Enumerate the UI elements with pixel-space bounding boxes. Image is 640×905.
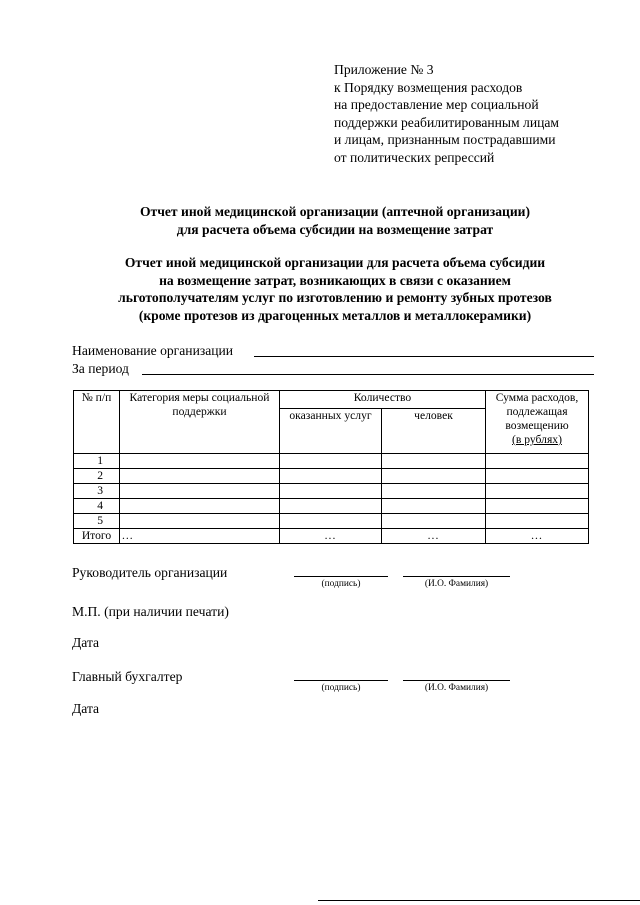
cell-category[interactable]: [120, 469, 280, 484]
header-num: № п/п: [74, 391, 120, 454]
cell-services[interactable]: [280, 484, 382, 499]
cell-services[interactable]: [280, 454, 382, 469]
table-header-row: [74, 391, 589, 409]
date2-label: Дата: [72, 701, 100, 716]
header-people: человек: [382, 409, 486, 454]
head-signature-line[interactable]: [294, 576, 388, 577]
date-label: Дата: [72, 635, 100, 650]
report-title-line: Отчет иной медицинской организации (аптечной организации): [139, 204, 531, 219]
table-row: [74, 514, 589, 529]
cell-services[interactable]: [280, 499, 382, 514]
page-edge-line: [318, 900, 640, 901]
total-services: ...: [280, 529, 382, 544]
appendix-line: и лицам, признанным пострадавшими: [334, 132, 556, 148]
row-number: 2: [74, 469, 120, 484]
report-title: [40, 203, 630, 238]
table-row: [74, 484, 589, 499]
table-total-row: [74, 529, 589, 544]
accountant-label: Главный бухгалтер: [72, 669, 183, 684]
table-row: [74, 454, 589, 469]
header-amount-line: Сумма расходов,: [495, 391, 579, 404]
row-number: 4: [74, 499, 120, 514]
org-name-label: Наименование организации: [72, 343, 234, 358]
accountant-name-caption: (И.О. Фамилия): [424, 683, 489, 693]
cell-people[interactable]: [382, 484, 486, 499]
org-name-field[interactable]: [254, 356, 594, 357]
header-amount-unit: (в рублях): [512, 433, 562, 446]
head-name-line[interactable]: [403, 576, 510, 577]
total-category: ...: [120, 529, 280, 544]
period-field[interactable]: [142, 374, 594, 375]
row-number: 1: [74, 454, 120, 469]
report-table: [73, 390, 589, 544]
period-label: За период: [72, 361, 129, 376]
cell-people[interactable]: [382, 469, 486, 484]
cell-category[interactable]: [120, 454, 280, 469]
row-number: 5: [74, 514, 120, 529]
cell-amount[interactable]: [486, 484, 589, 499]
header-amount: [486, 391, 589, 454]
cell-people[interactable]: [382, 499, 486, 514]
cell-people[interactable]: [382, 454, 486, 469]
cell-category[interactable]: [120, 484, 280, 499]
header-quantity: Количество: [280, 391, 486, 409]
appendix-line: поддержки реабилитированным лицам: [334, 114, 560, 130]
total-label: Итого: [74, 529, 120, 544]
head-label: Руководитель организации: [72, 565, 228, 580]
header-category: Категория меры социальной поддержки: [120, 391, 280, 454]
name-caption: (И.О. Фамилия): [424, 579, 489, 589]
cell-people[interactable]: [382, 514, 486, 529]
cell-services[interactable]: [280, 469, 382, 484]
header-amount-line: возмещению: [505, 419, 569, 432]
appendix-line: от политических репрессий: [334, 149, 495, 165]
cell-amount[interactable]: [486, 469, 589, 484]
appendix-line: на предоставление мер социальной: [334, 97, 539, 113]
appendix-header: [334, 61, 634, 167]
accountant-name-line[interactable]: [403, 680, 510, 681]
report-subtitle: [40, 254, 630, 324]
report-subtitle-line: (кроме протезов из драгоценных металлов и металлокерамики): [138, 307, 532, 323]
appendix-line: к Порядку возмещения расходов: [334, 79, 523, 95]
signature-caption: (подпись): [321, 579, 361, 589]
report-subtitle-line: льготополучателям услуг по изготовлению и ремонту зубных протезов: [118, 290, 552, 306]
header-services: оказанных услуг: [280, 409, 382, 454]
accountant-signature-line[interactable]: [294, 680, 388, 681]
row-number: 3: [74, 484, 120, 499]
table-row: [74, 499, 589, 514]
total-people: ...: [382, 529, 486, 544]
report-subtitle-line: Отчет иной медицинской организации для расчета объема субсидии: [124, 255, 546, 270]
cell-amount[interactable]: [486, 499, 589, 514]
cell-category[interactable]: [120, 514, 280, 529]
table-row: [74, 469, 589, 484]
cell-amount[interactable]: [486, 514, 589, 529]
total-amount: ...: [486, 529, 589, 544]
stamp-label: М.П. (при наличии печати): [72, 604, 229, 619]
report-title-line: для расчета объема субсидии на возмещение затрат: [176, 221, 494, 237]
cell-category[interactable]: [120, 499, 280, 514]
header-amount-line: подлежащая: [506, 405, 568, 418]
cell-services[interactable]: [280, 514, 382, 529]
report-subtitle-line: на возмещение затрат, возникающих в связи с оказанием: [159, 272, 511, 288]
accountant-signature-caption: (подпись): [321, 683, 361, 693]
appendix-line: Приложение № 3: [334, 62, 434, 77]
cell-amount[interactable]: [486, 454, 589, 469]
